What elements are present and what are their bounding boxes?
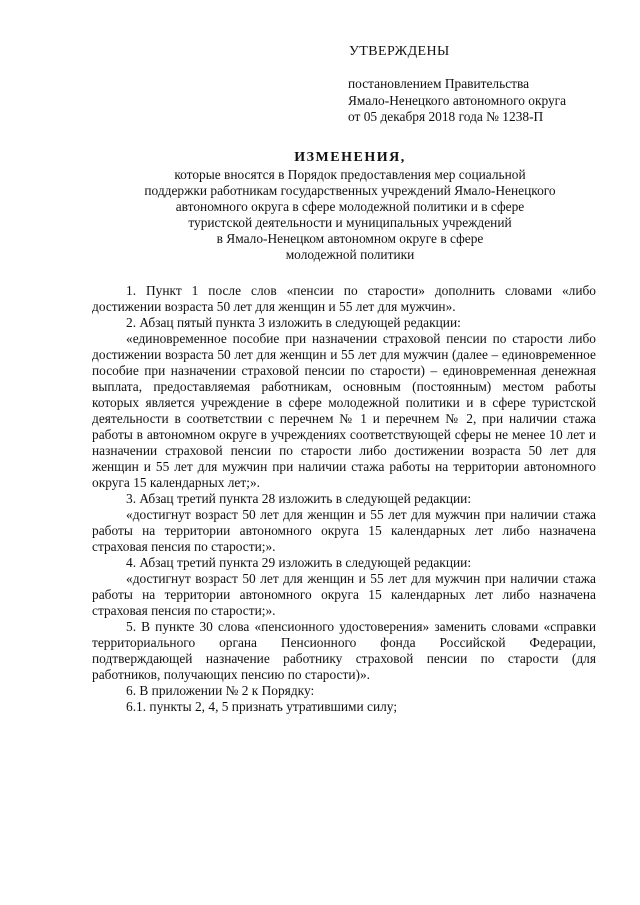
approval-line-government: Ямало-Ненецкого автономного округа [348, 92, 567, 108]
paragraph-quote-item-2: «единовременное пособие при назначении страховой пенсии по старости либо достижении возраста 50 лет для женщин и 55 лет для мужчин (далее – единовременное пособие при назначении страховой пенсии по старости) – единовременная денежная выплата, предоставляемая работникам, основным (постоянным) местом работы которых является учреждение в сфере молодежной политики и в сфере туристской деятельности в соответствии с перечнем № 1 и перечнем № 2, при наличии стажа работы в автономном округе в учреждениях соответствующей сферы не менее 10 лет и назначении страховой пенсии по старости либо достижении возраста 50 лет для женщин и 55 лет для мужчин при наличии стажа работы на территории автономного округа 15 календарных лет;». [92, 331, 596, 490]
paragraph-quote-item-4: «достигнут возраст 50 лет для женщин и 55 лет для мужчин при наличии стажа работы на территории автономного округа 15 календарных лет либо назначена страховая пенсия по старости;». [92, 571, 596, 618]
heading-line: в Ямало-Ненецком автономном округе в сфере [216, 231, 484, 246]
paragraph-item-2: 2. Абзац пятый пункта 3 изложить в следующей редакции: [126, 315, 461, 330]
heading-line: поддержки работникам государственных учреждений Ямало-Ненецкого [144, 183, 556, 198]
paragraph-item-3: 3. Абзац третий пункта 28 изложить в следующей редакции: [126, 491, 472, 506]
paragraph-quote-item-3: «достигнут возраст 50 лет для женщин и 55 лет для мужчин при наличии стажа работы на территории автономного округа 15 календарных лет либо назначена страховая пенсия по старости;». [92, 507, 596, 554]
paragraph-item-5: 5. В пункте 30 слова «пенсионного удостоверения» заменить словами «справки территориального органа Пенсионного фонда Российской Федерации, подтверждающей назначение работнику страховой пенсии по старости (для работников, получающих пенсию по старости)». [92, 619, 596, 682]
paragraph-item-1: 1. Пункт 1 после слов «пенсии по старости» дополнить словами «либо достижении возраста 50 лет для женщин и 55 лет для мужчин». [92, 283, 596, 314]
paragraph-item-6: 6. В приложении № 2 к Порядку: [126, 683, 315, 698]
approval-line-date: от 05 декабря 2018 года № 1238-П [348, 109, 544, 125]
heading-line: которые вносятся в Порядок предоставления мер социальной [174, 167, 526, 182]
paragraph-item-6-1: 6.1. пункты 2, 4, 5 признать утратившими силу; [126, 699, 398, 714]
heading-line: автономного округа в сфере молодежной политики и в сфере [175, 199, 525, 214]
heading-line: туристской деятельности и муниципальных учреждений [188, 215, 512, 230]
approval-block [348, 44, 608, 126]
heading-title: ИЗМЕНЕНИЯ, [294, 150, 406, 165]
approval-title: УТВЕРЖДЕНЫ [349, 44, 450, 59]
approval-line-decree: постановлением Правительства [348, 76, 530, 92]
heading-line: молодежной политики [285, 247, 415, 262]
document-heading [90, 150, 610, 263]
paragraph-item-4: 4. Абзац третий пункта 29 изложить в следующей редакции: [126, 555, 472, 570]
document-body [92, 283, 596, 715]
